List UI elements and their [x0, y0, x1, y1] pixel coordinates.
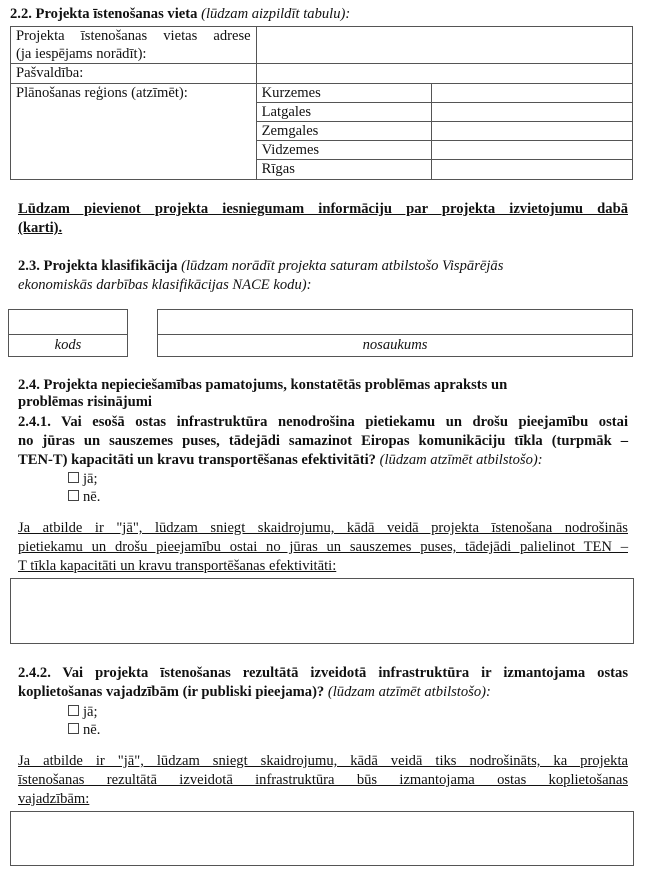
region-mark-field[interactable] — [432, 103, 633, 122]
region-mark-field[interactable] — [432, 122, 633, 141]
option-no-2-4-2[interactable]: nē. — [68, 721, 100, 740]
answer-field-2-4-2[interactable] — [10, 811, 634, 866]
question-2-4-1-hint: (lūdzam atzīmēt atbilstošo): — [379, 452, 543, 468]
region-label: Plānošanas reģions (atzīmēt): — [11, 84, 257, 180]
region-mark-field[interactable] — [432, 160, 633, 180]
region-name: Rīgas — [256, 160, 432, 180]
checkbox[interactable] — [68, 723, 79, 734]
location-table — [10, 26, 633, 180]
checkbox[interactable] — [68, 472, 79, 483]
option-yes-2-4-2[interactable]: jā; — [68, 703, 98, 722]
explain-2-4-2: Ja atbilde ir "jā", lūdzam sniegt skaidrojumu, kādā veidā tiks nodrošināts, ka projekta īstenošanas rezultātā izveidotā infrastruktūra būs izmantojama ostas koplietošanas vajadzībām: — [18, 753, 628, 807]
region-name: Latgales — [256, 103, 432, 122]
address-label: Projekta īstenošanas vietas adrese (ja iespējams norādīt): — [11, 27, 257, 64]
question-2-4-2-hint: (lūdzam atzīmēt atbilstošo): — [327, 684, 491, 700]
option-yes-2-4-1[interactable]: jā; — [68, 470, 98, 489]
checkbox[interactable] — [68, 705, 79, 716]
nace-code-box — [8, 309, 128, 357]
section-2-3-title: 2.3. Projekta klasifikācija — [18, 258, 178, 274]
nace-code-field[interactable] — [9, 310, 127, 335]
nace-name-box — [157, 309, 633, 357]
answer-field-2-4-1[interactable] — [10, 578, 634, 644]
section-2-2-title: 2.2. Projekta īstenošanas vieta — [10, 6, 198, 22]
section-2-4-heading: 2.4. Projekta nepieciešamības pamatojums, konstatētās problēmas apraksts un problēmas risinājumi — [18, 377, 508, 410]
question-2-4-1: 2.4.1. Vai esošā ostas infrastruktūra nenodrošina pietiekamu un drošu pieejamību ostai no jūras un sauszemes puses, tādejādi samazinot Eiropas komunikāciju tīkla (turpmāk – TEN-T) kapacitāti un kravu transportēšanas efektivitāti? (lūdzam atzīmēt atbilstošo): — [18, 414, 628, 468]
nace-code-label: kods — [54, 337, 82, 353]
section-2-2-heading — [10, 5, 350, 24]
municipality-field[interactable] — [256, 64, 632, 84]
checkbox[interactable] — [68, 490, 79, 501]
municipality-label: Pašvaldība: — [11, 64, 257, 84]
address-field[interactable] — [256, 27, 632, 64]
map-notice: Lūdzam pievienot projekta iesniegumam informāciju par projekta izvietojumu dabā (karti). — [18, 201, 628, 236]
region-name: Kurzemes — [256, 84, 432, 103]
section-2-2-hint: (lūdzam aizpildīt tabulu): — [201, 6, 351, 22]
option-no-2-4-1[interactable]: nē. — [68, 488, 100, 507]
nace-name-field[interactable] — [158, 310, 632, 335]
explain-2-4-1: Ja atbilde ir "jā", lūdzam sniegt skaidrojumu, kādā veidā projekta īstenošana nodrošinās pietiekamu un drošu pieejamību ostai no jūras un sauszemes puses, tādejādi palielinot TEN – T tīkla kapacitāti un kravu transportēšanas efektivitāti: — [18, 520, 628, 574]
region-name: Vidzemes — [256, 141, 432, 160]
nace-name-label: nosaukums — [362, 337, 428, 353]
question-2-4-2: 2.4.2. Vai projekta īstenošanas rezultātā izveidotā infrastruktūra ir izmantojama ostas koplietošanas vajadzībām (ir publiski pieejama)? (lūdzam atzīmēt atbilstošo): — [18, 665, 628, 700]
section-2-3-heading: 2.3. Projekta klasifikācija (lūdzam norādīt projekta saturam atbilstošo Vispārējās ekonomiskās darbības klasifikācijas NACE kodu): — [18, 258, 504, 293]
region-mark-field[interactable] — [432, 84, 633, 103]
region-mark-field[interactable] — [432, 141, 633, 160]
region-name: Zemgales — [256, 122, 432, 141]
section-2-3-hint: (lūdzam norādīt projekta saturam atbilstošo Vispārējās — [181, 258, 504, 274]
